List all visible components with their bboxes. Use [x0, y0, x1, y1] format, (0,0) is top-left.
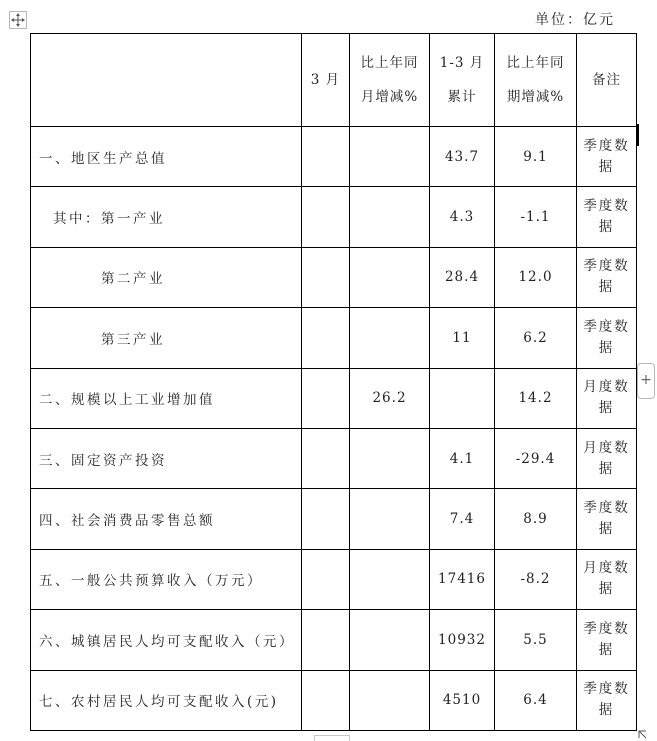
row-note[interactable]: 季度数据 [577, 247, 637, 307]
row-month-change[interactable] [350, 549, 430, 609]
row-ytd[interactable]: 17416 [430, 549, 495, 609]
row-ytd[interactable]: 28.4 [430, 247, 495, 307]
row-name[interactable]: 三、固定资产投资 [31, 428, 302, 488]
row-month[interactable] [302, 670, 350, 730]
row-note[interactable]: 季度数据 [577, 127, 637, 187]
row-month-change[interactable] [350, 610, 430, 670]
table-row [31, 187, 637, 247]
row-month[interactable] [302, 187, 350, 247]
table-row [31, 610, 637, 670]
header-item-name [31, 34, 302, 127]
row-ytd-change[interactable]: -8.2 [495, 549, 577, 609]
row-ytd[interactable]: 43.7 [430, 127, 495, 187]
row-note[interactable]: 季度数据 [577, 187, 637, 247]
row-ytd[interactable]: 4510 [430, 670, 495, 730]
row-ytd[interactable]: 4.3 [430, 187, 495, 247]
row-month-change[interactable] [350, 247, 430, 307]
resize-corner-icon [637, 729, 649, 741]
row-ytd[interactable]: 10932 [430, 610, 495, 670]
row-month-change[interactable]: 26.2 [350, 368, 430, 428]
row-ytd-change[interactable]: 8.9 [495, 489, 577, 549]
header-note [577, 34, 637, 127]
row-ytd[interactable] [430, 368, 495, 428]
header-ytd-change [495, 34, 577, 127]
table-row [31, 670, 637, 730]
table-row [31, 368, 637, 428]
row-month-change[interactable] [350, 670, 430, 730]
row-month-change[interactable] [350, 127, 430, 187]
row-note[interactable]: 季度数据 [577, 670, 637, 730]
row-name[interactable]: 第三产业 [31, 308, 302, 368]
table-row [31, 247, 637, 307]
table-row [31, 308, 637, 368]
row-name[interactable]: 五、一般公共预算收入（万元） [31, 549, 302, 609]
table-resize-handle[interactable] [637, 729, 649, 741]
row-note[interactable]: 月度数据 [577, 368, 637, 428]
header-ytd-line2: 累计 [447, 89, 477, 105]
header-month-change [350, 34, 430, 127]
table-row [31, 127, 637, 187]
row-ytd-change[interactable]: 14.2 [495, 368, 577, 428]
row-note[interactable]: 季度数据 [577, 308, 637, 368]
add-column-button[interactable] [637, 363, 655, 399]
row-month[interactable] [302, 549, 350, 609]
plus-icon: + [640, 372, 652, 388]
row-ytd-change[interactable]: 6.2 [495, 308, 577, 368]
table-row [31, 428, 637, 488]
row-month-change[interactable] [350, 489, 430, 549]
row-ytd[interactable]: 4.1 [430, 428, 495, 488]
row-ytd[interactable]: 11 [430, 308, 495, 368]
header-month-change-line2: 月增减% [360, 89, 419, 105]
row-month[interactable] [302, 489, 350, 549]
move-arrows-icon [10, 12, 26, 28]
row-name[interactable]: 一、地区生产总值 [31, 127, 302, 187]
table-move-handle[interactable] [9, 11, 27, 29]
row-name[interactable]: 第二产业 [31, 247, 302, 307]
table-row [31, 549, 637, 609]
row-name[interactable]: 二、规模以上工业增加值 [31, 368, 302, 428]
add-row-tab[interactable] [314, 735, 350, 741]
row-note[interactable]: 季度数据 [577, 610, 637, 670]
unit-label: 单位：亿元 [535, 12, 615, 28]
row-month[interactable] [302, 247, 350, 307]
row-month[interactable] [302, 368, 350, 428]
header-month [302, 34, 350, 127]
row-month-change[interactable] [350, 187, 430, 247]
row-month[interactable] [302, 428, 350, 488]
row-ytd-change[interactable]: -1.1 [495, 187, 577, 247]
table-row [31, 489, 637, 549]
row-note[interactable]: 月度数据 [577, 428, 637, 488]
row-note[interactable]: 季度数据 [577, 489, 637, 549]
row-name[interactable]: 六、城镇居民人均可支配收入（元） [31, 610, 302, 670]
row-month[interactable] [302, 610, 350, 670]
table-header-row [31, 34, 637, 127]
row-name[interactable]: 四、社会消费品零售总额 [31, 489, 302, 549]
cursor-mark [636, 124, 639, 146]
row-month[interactable] [302, 127, 350, 187]
header-month-change-line1: 比上年同 [360, 55, 419, 71]
header-month-label: 3 月 [310, 72, 341, 88]
header-ytd-change-line1: 比上年同 [506, 55, 565, 71]
row-ytd-change[interactable]: -29.4 [495, 428, 577, 488]
row-ytd-change[interactable]: 12.0 [495, 247, 577, 307]
row-ytd-change[interactable]: 5.5 [495, 610, 577, 670]
header-ytd-change-line2: 期增减% [506, 89, 565, 105]
row-name[interactable]: 其中：第一产业 [31, 187, 302, 247]
header-ytd [430, 34, 495, 127]
row-ytd-change[interactable]: 9.1 [495, 127, 577, 187]
statistics-table [30, 33, 637, 731]
row-month[interactable] [302, 308, 350, 368]
row-month-change[interactable] [350, 308, 430, 368]
row-month-change[interactable] [350, 428, 430, 488]
row-ytd-change[interactable]: 6.4 [495, 670, 577, 730]
row-name[interactable]: 七、农村居民人均可支配收入(元) [31, 670, 302, 730]
row-ytd[interactable]: 7.4 [430, 489, 495, 549]
header-ytd-line1: 1-3 月 [439, 55, 485, 71]
row-note[interactable]: 月度数据 [577, 549, 637, 609]
header-note-label: 备注 [592, 72, 621, 88]
